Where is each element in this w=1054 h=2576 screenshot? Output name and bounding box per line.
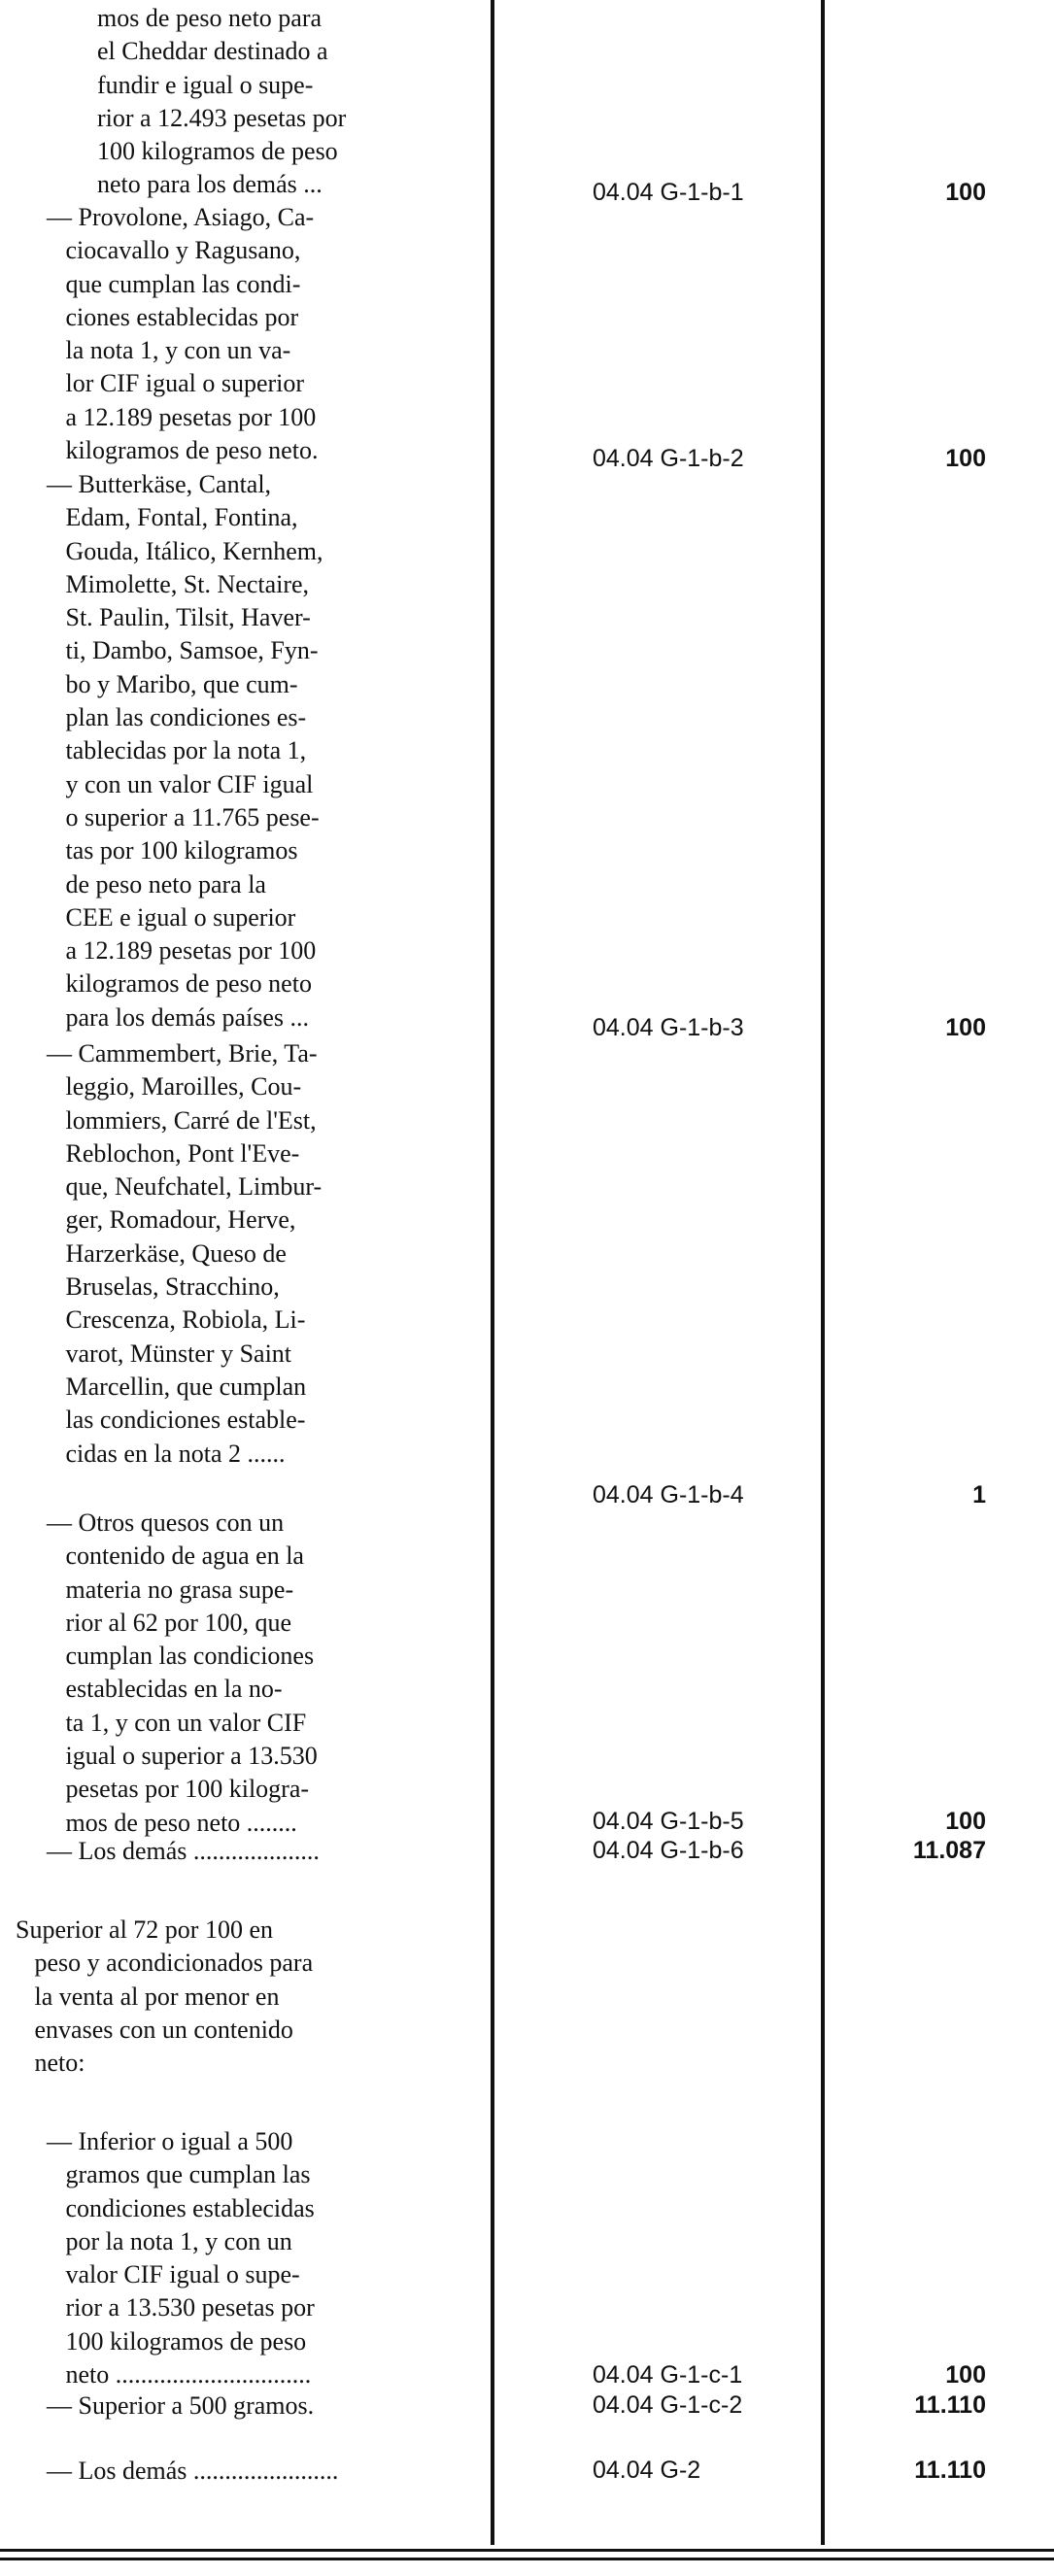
tariff-value: 100 [945, 1808, 986, 1835]
tariff-value: 100 [945, 1014, 986, 1041]
description-cammembert: — Cammembert, Brie, Ta- leggio, Maroilles, Cou- lommiers, Carré de l'Est, Reblochon, Pont l'Eve- que, Neufchatel, Limbur- ger, Romadour, Herve, Harzerkäse, Queso de Bruselas, Stracchino, Crescenza, Robiola, Li- varot, Münster y Saint Marcellin, que cumplan las condiciones estable- cidas en la nota 2 ...... [47, 1039, 323, 1468]
bottom-rule-top [0, 2549, 1054, 2552]
description-otros-quesos: — Otros quesos con un contenido de agua en la materia no grasa supe- rior al 62 por 100, que cumplan las condiciones establecidas en la no- ta 1, y con un valor CIF igual o superior a 13.530 pesetas por 100 kilogra- mos de peso neto ........ [47, 1508, 318, 1837]
bottom-rule-bottom [0, 2558, 1054, 2560]
tariff-value: 11.110 [914, 2391, 986, 2419]
column-rule-left [491, 0, 494, 2545]
tariff-code: 04.04 G-1-b-3 [593, 1014, 744, 1041]
description-butterkase: — Butterkäse, Cantal, Edam, Fontal, Fontina, Gouda, Itálico, Kernhem, Mimolette, St. Nectaire, St. Paulin, Tilsit, Haver- ti, Dambo, Samsoe, Fyn- bo y Maribo, que cum- plan las condiciones es- tablecidas por la nota 1, y con un valor CIF igual o superior a 11.765 pese- tas por 100 kilogramos de peso neto para la CEE e igual o superior a 12.189 pesetas por 100 kilogramos de peso neto para los demás países ... [47, 470, 323, 1032]
tariff-code: 04.04 G-1-b-1 [593, 179, 744, 206]
tariff-code: 04.04 G-1-b-6 [593, 1837, 744, 1864]
description-inferior-500: — Inferior o igual a 500 gramos que cumplan las condiciones establecidas por la nota 1, y con un valor CIF igual o supe- rior a 13.530 pesetas por 100 kilogramos de peso neto ............................... [47, 2127, 315, 2390]
description-provolone: — Provolone, Asiago, Ca- ciocavallo y Ragusano, que cumplan las condi- ciones establecidas por la nota 1, y con un va- lor CIF igual o superior a 12.189 pesetas por 100 kilogramos de peso neto. [47, 203, 319, 465]
column-rule-right [821, 0, 825, 2545]
description-superior-72: Superior al 72 por 100 en peso y acondicionados para la venta al por menor en envases con un contenido neto: [16, 1915, 314, 2078]
tariff-value: 100 [945, 445, 986, 472]
tariff-value: 1 [972, 1481, 986, 1508]
tariff-code: 04.04 G-1-b-5 [593, 1808, 744, 1835]
tariff-code: 04.04 G-2 [593, 2457, 701, 2484]
tariff-code: 04.04 G-1-b-4 [593, 1481, 744, 1508]
tariff-value: 100 [945, 179, 986, 206]
tariff-code: 04.04 G-1-c-2 [593, 2391, 743, 2419]
description-los-demas: — Los demás .................... [47, 1837, 320, 1865]
description-superior-500: — Superior a 500 gramos. [47, 2391, 315, 2420]
tariff-value: 11.110 [914, 2457, 986, 2484]
tariff-code: 04.04 G-1-b-2 [593, 445, 744, 472]
tariff-code: 04.04 G-1-c-1 [593, 2361, 743, 2389]
tariff-value: 100 [945, 2361, 986, 2389]
tariff-value: 11.087 [912, 1837, 986, 1864]
description-los-demas-final: — Los demás ....................... [47, 2457, 339, 2485]
description-cheddar-continuation: mos de peso neto para el Cheddar destinado a fundir e igual o supe- rior a 12.493 pesetas por 100 kilogramos de peso neto para los demás ... [97, 4, 347, 199]
